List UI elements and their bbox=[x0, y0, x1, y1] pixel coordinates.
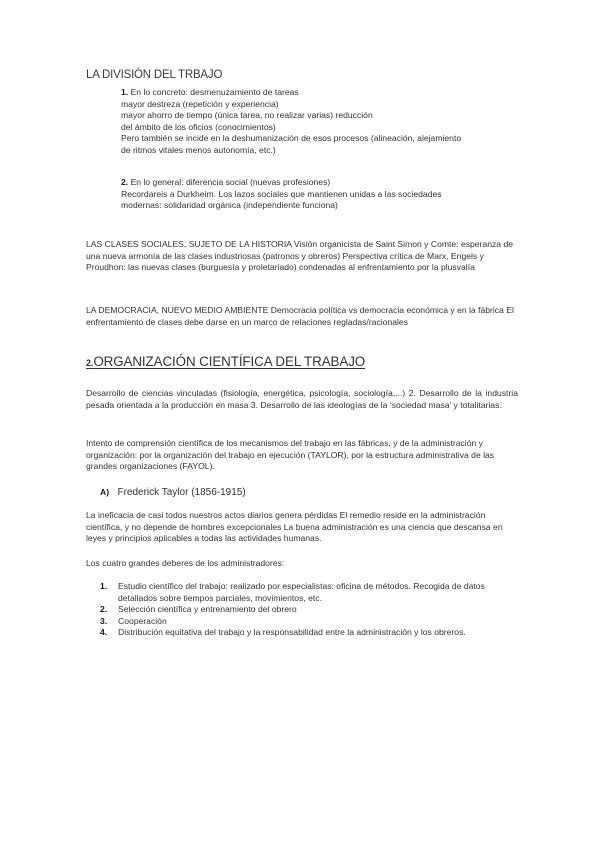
section-title-division: LA DIVISIÓN DEL TRBAJO bbox=[86, 69, 223, 81]
list-item bbox=[100, 627, 510, 639]
list-item bbox=[100, 604, 510, 616]
paragraph-deberes-intro: Los cuatro grandes deberes de los administradores: bbox=[86, 558, 285, 568]
subheading-label: A) bbox=[100, 487, 110, 497]
section-title-text: ORGANIZACIÓN CIENTÍFICA DEL TRABAJO bbox=[93, 354, 366, 369]
paragraph-democracia: LA DEMOCRACIA, NUEVO MEDIO AMBIENTE Democracia política vs democracia económica y en la fábrica El enfrentamiento de clases debe darse en un marco de relaciones regladas/racionales bbox=[86, 305, 514, 327]
paragraph-intento: Intento de comprensión científica de los mecanismos del trabajo en las fábricas, y de la administración y organización: por la organización del trabajo en ejecución (TAYLOR), por la estructura administrativa de las grandes organizaciones (FAYOL). bbox=[86, 438, 495, 472]
item-line: En lo concreto: desmenuzamiento de tareas bbox=[130, 87, 299, 97]
subheading-title: Frederick Taylor (1856-1915) bbox=[117, 487, 246, 498]
item-line: de ritmos vitales menos autonomía, etc.) bbox=[121, 144, 276, 155]
list-text: Distribución equitativa del trabajo y la responsabilidad entre la administración y los obreros. bbox=[118, 627, 466, 638]
item-line: Pero también se incide en la deshumanización de esos procesos (alineación, alejamiento bbox=[121, 133, 462, 144]
section-title-organizacion bbox=[86, 356, 365, 370]
item-line: En lo general: diferencia social (nuevas profesiones) bbox=[130, 177, 331, 187]
paragraph-desarrollo: Desarrollo de ciencias vinculadas (fisiología, energética, psicología, sociología,...) 2. Desarrollo de la industria pesada orientada a la producción en masa 3. Desarrollo de las ideologías de la ‘sociedad masa’ y totalitarias. bbox=[86, 388, 518, 410]
list-number: 2. bbox=[100, 604, 108, 615]
item-line: mayor destreza (repetición y experiencia) bbox=[121, 98, 279, 109]
paragraph-clases-sociales: LAS CLASES SOCIALES, SUJETO DE LA HISTORIA Visión organicista de Saint Simon y Comte: esperanza de una nueva armonía de las clases industriosas (patronos y obreros) Perspectiva crítica de Marx, Engels y Proudhon: las nuevas clases (burguesía y proletariado) condenadas al enfrentamiento por la plusvalía bbox=[86, 239, 514, 273]
item-line: Recordareis a Durkheim. Los lazos sociales que mantienen unidas a las sociedades bbox=[121, 188, 442, 199]
item-line: modernas: solidaridad orgánica (independiente funciona) bbox=[121, 200, 338, 211]
duties-list bbox=[100, 581, 510, 639]
item-line: mayor ahorro de tiempo (única tarea, no realizar varias) reducción bbox=[121, 110, 373, 121]
paragraph-ineficacia: La ineficacia de casi todos nuestros actos diarios genera pérdidas El remedio reside en la administración científica, y no depende de hombres excepcionales La buena administración es una ciencia que descansa en leyes y principios aplicables a todas las actividades humanas. bbox=[86, 510, 503, 544]
subheading-taylor bbox=[100, 487, 246, 499]
division-item-2 bbox=[121, 177, 521, 212]
item-number: 1. bbox=[121, 87, 129, 97]
list-number: 4. bbox=[100, 627, 108, 638]
item-number: 2. bbox=[121, 177, 129, 187]
list-item bbox=[100, 616, 510, 628]
item-line: del ámbito de los oficios (conocimientos) bbox=[121, 121, 276, 132]
list-text: Selección científica y entrenamiento del obrero bbox=[118, 604, 297, 615]
list-number: 3. bbox=[100, 615, 108, 626]
section-number: 2. bbox=[86, 358, 94, 368]
list-number: 1. bbox=[100, 581, 108, 591]
list-text: Cooperación bbox=[118, 615, 167, 626]
list-text: Estudio científico del trabajo: realizado por especialistas: oficina de métodos. Recogida de datos detallados sobre tiempos parciales, movimientos, etc. bbox=[118, 581, 485, 603]
division-item-1 bbox=[121, 87, 521, 157]
list-item bbox=[100, 581, 510, 604]
